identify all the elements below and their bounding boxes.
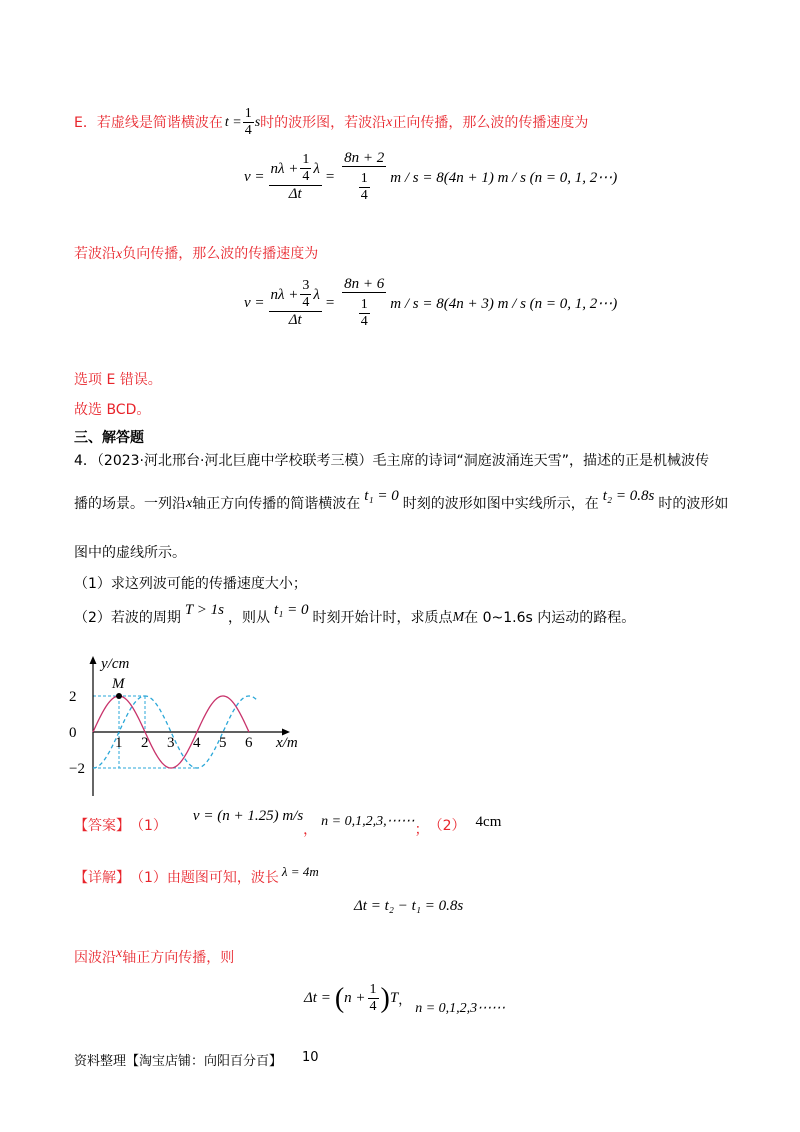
point-m xyxy=(116,693,122,699)
t-var: t = xyxy=(224,114,242,130)
answer-n-list: n = 0,1,2,3,⋯⋯ xyxy=(321,814,415,829)
sub-question-1: （1）求这列波可能的传播速度大小； xyxy=(74,576,307,592)
option-e-wrong: 选项 E 错误。 xyxy=(74,372,162,388)
section-heading: 三、解答题 xyxy=(74,430,144,446)
y-tick-label: 2 xyxy=(69,689,77,705)
y-axis-label: y/cm xyxy=(101,656,130,672)
detail-tag: 【详解】 xyxy=(74,870,130,886)
x-tick-label: 5 xyxy=(219,735,227,751)
velocity-equation-positive: v = nλ + $\frac{1}{4}$ λ Δt = $\frac{8n + 2}{\frac{1}{4}}$ m / s = 8(4n + 1) m / s (n = 0, 1, 2⋯) xyxy=(244,150,618,203)
wave-graph xyxy=(62,650,312,800)
wavelength-value: λ = 4m xyxy=(281,864,319,879)
sub-question-2: （2）若波的周期 T > 1s ，则从 t₁ = 0 时刻开始计时，求质点 M 在 0~1.6s 内运动的路程。 xyxy=(74,602,636,626)
period-condition: T > 1s xyxy=(184,602,224,618)
t-fraction: $\frac{1}{4}$ xyxy=(244,106,252,138)
y-axis-arrow xyxy=(90,656,97,664)
answer-distance: 4cm xyxy=(475,814,502,830)
final-choice: 故选 BCD。 xyxy=(74,402,151,418)
delta-t-equation: Δt = t₂ − t₁ = 0.8s xyxy=(354,898,464,914)
delta-t-period-equation: Δt = ( n + $\frac{1}{4}$ ) T ， n = 0,1,2,3⋯⋯ xyxy=(304,982,506,1016)
question-line-2: 播的场景。一列沿 x 轴正方向传播的简谐横波在 t₁ = 0 时刻的波形如图中实线所示，在 t₂ = 0.8s 时的波形如 xyxy=(74,488,729,512)
y-tick-label: 0 xyxy=(69,725,77,741)
x-tick-label: 1 xyxy=(115,735,123,751)
option-e-statement: E．若虚线是简谐横波在 t = $\frac{1}{4}$ s 时的波形图，若波沿 x 正向传播，那么波的传播速度为 xyxy=(74,106,589,138)
detail-line-1: 【详解】 （1）由题图可知，波长 λ = 4m xyxy=(74,864,319,886)
x-tick-label: 2 xyxy=(141,735,149,751)
page-number: 10 xyxy=(302,1050,319,1065)
x-tick-label: 3 xyxy=(167,735,175,751)
answer-tag: 【答案】 xyxy=(74,818,130,834)
point-m-label: M xyxy=(112,676,125,692)
velocity-equation-negative: v = nλ + $\frac{3}{4}$ λ Δt = $\frac{8n + 6}{\frac{1}{4}}$ m / s = 8(4n + 3) m / s (n = 0, 1, 2⋯) xyxy=(244,276,618,329)
x-tick-label: 6 xyxy=(245,735,253,751)
x-tick-label: 4 xyxy=(193,735,201,751)
question-line-3: 图中的虚线所示。 xyxy=(74,545,186,561)
answer-velocity: v = (n + 1.25) m/s xyxy=(192,808,304,824)
answer-line: 【答案】 （1） v = (n + 1.25) m/s ， n = 0,1,2,3,⋯⋯ ； （2） 4cm xyxy=(74,808,502,838)
y-tick-label: −2 xyxy=(69,761,85,777)
footer-source: 资料整理【淘宝店铺：向阳百分百】 xyxy=(74,1054,283,1069)
negative-direction-statement: 若波沿x负向传播，那么波的传播速度为 xyxy=(74,246,319,262)
x-axis-label: x/m xyxy=(276,735,298,751)
question-line-1: 4．（2023·河北邢台·河北巨鹿中学校联考三模）毛主席的诗词“洞庭波涌连天雪”，描述的正是机械波传 xyxy=(74,453,709,469)
t1-value: t₁ = 0 xyxy=(364,488,399,504)
t2-value: t₂ = 0.8s xyxy=(602,488,655,504)
detail-line-2: 因波沿x轴正方向传播，则 xyxy=(74,946,235,966)
